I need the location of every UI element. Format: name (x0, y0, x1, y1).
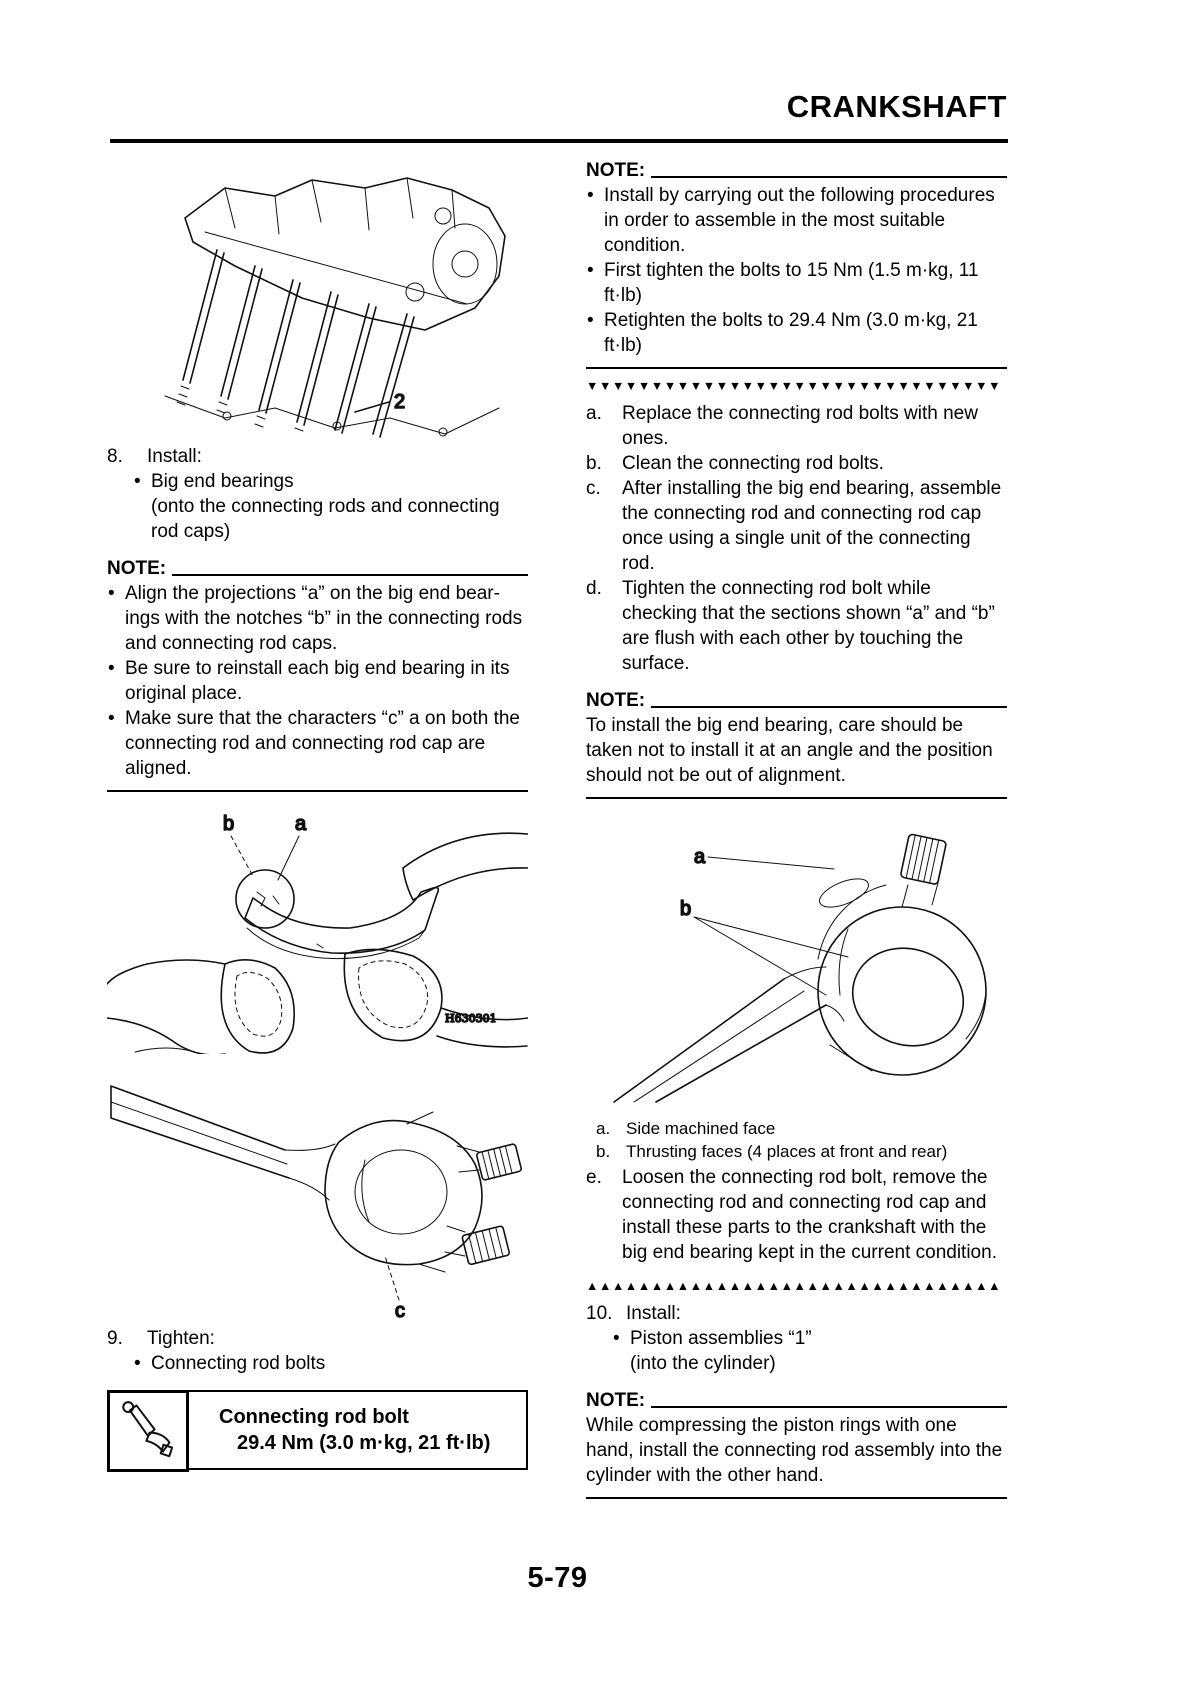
cylinder-studs (177, 250, 414, 437)
step-title: Install: (147, 446, 202, 467)
conrod-cap-illustration (107, 1060, 528, 1318)
callout-2-leader (355, 402, 389, 412)
conrod-shaft (111, 1086, 335, 1200)
step-9 (107, 1326, 528, 1376)
figure-crankcase (107, 158, 528, 438)
torque-spec-name: Connecting rod bolt (219, 1406, 409, 1428)
note-text: To install the big end bearing, care should be taken not to install it at an angle and the position should not be out of alignment. (586, 715, 993, 786)
substep-text: Loosen the connecting rod bolt, remove the connecting rod and connecting rod cap and install these parts to the crankshaft with the big end bearing kept in the current condition. (622, 1167, 997, 1263)
substep-letter: e. (586, 1167, 602, 1188)
substep-text: Clean the connecting rod bolts. (622, 453, 884, 474)
connecting-rod-bolt (900, 834, 946, 907)
procedure-start-separator: ▼▼▼▼▼▼▼▼▼▼▼▼▼▼▼▼▼▼▼▼▼▼▼▼▼▼▼▼▼▼▼▼ (586, 379, 1002, 393)
note-bullet: • Retighten the bolts to 29.4 Nm (3.0 m·kg, 21 ft·lb) (586, 308, 1007, 358)
callout-a-leader (278, 836, 299, 880)
conrod-shaft (614, 967, 844, 1102)
page-title: CRANKSHAFT (786, 89, 1007, 124)
note-section (586, 158, 1007, 369)
left-hand (107, 960, 294, 1054)
note-label: NOTE: (107, 558, 167, 579)
big-end-bearing-shell (245, 888, 438, 959)
procedure-end-separator: ▲▲▲▲▲▲▲▲▲▲▲▲▲▲▲▲▲▲▲▲▲▲▲▲▲▲▲▲▲▲▲▲ (586, 1279, 1002, 1293)
caption-text: Thrusting faces (4 places at front and rear) (626, 1142, 948, 1161)
step-item: • Big end bearings (133, 469, 528, 494)
note-bullet: • Install by carrying out the following procedures in order to assemble in the most suitable condition. (586, 183, 1007, 258)
caption-letter: a. (596, 1119, 611, 1138)
torque-spec-box (107, 1390, 528, 1470)
step-number: 8. (107, 446, 123, 467)
step-number: 9. (107, 1328, 123, 1349)
conrod-big-end (816, 873, 986, 1075)
note-bullet: • Be sure to reinstall each big end bearing in its original place. (107, 656, 528, 706)
figure-callout-b: b (223, 813, 235, 835)
crankcase-body (185, 178, 505, 330)
figure-conrod-cap (107, 1060, 528, 1318)
substep-letter: d. (586, 578, 602, 599)
note-label: NOTE: (586, 690, 646, 711)
step-8-head (107, 444, 528, 469)
substep-a (586, 401, 1007, 451)
callout-b-leader (231, 836, 254, 878)
note-bullet: • First tighten the bolts to 15 Nm (1.5 m·kg, 11 ft·lb) (586, 258, 1007, 308)
step-8-items (107, 469, 528, 544)
figure-conrod-faces (586, 811, 1007, 1103)
step-9-items (107, 1351, 528, 1376)
header-rule (110, 139, 1008, 143)
side-machined-face (816, 873, 872, 913)
note-section (586, 1388, 1007, 1499)
caption-letter: b. (596, 1142, 611, 1161)
substep-c (586, 476, 1007, 576)
conrod-faces-illustration (586, 811, 1007, 1103)
step-item: • Connecting rod bolts (133, 1351, 528, 1376)
figure-bearing-install (107, 806, 528, 1054)
step-10 (586, 1301, 1007, 1376)
step-item: • Piston assemblies “1” (612, 1326, 1007, 1351)
figure-callout-a: a (295, 813, 307, 835)
note-label: NOTE: (586, 1390, 646, 1411)
page-number: 5-79 (527, 1562, 588, 1594)
note-head (107, 556, 528, 581)
figure-callout-b: b (680, 898, 692, 920)
substep-text: Tighten the connecting rod bolt while checking that the sections shown “a” and “b” are flush with each other by touching the surface. (622, 578, 995, 674)
caption-text: Side machined face (626, 1119, 776, 1138)
note-rule (651, 176, 1007, 178)
substep-d (586, 576, 1007, 676)
substep-letter: b. (586, 453, 602, 474)
step-10-items (586, 1326, 1007, 1376)
figure-callout-c: c (395, 1300, 405, 1318)
step-8 (107, 444, 528, 544)
step-title: Install: (626, 1303, 681, 1324)
substep-text: After installing the big end bearing, assemble the connecting rod and connecting rod cap once using a single unit of the connecting rod. (622, 478, 1002, 574)
substep-text: Replace the connecting rod bolts with new ones. (622, 403, 978, 449)
step-number: 10. (586, 1303, 613, 1324)
substep-b (586, 451, 1007, 476)
connecting-rod-bolts (445, 1144, 522, 1265)
bearing-install-illustration (107, 806, 528, 1054)
right-hand (344, 833, 528, 1047)
note-label: NOTE: (586, 160, 646, 181)
callout-a-leader (708, 857, 834, 869)
conrod-big-end (325, 1112, 482, 1272)
note-text: While compressing the piston rings with one hand, install the connecting rod assembly into the cylinder with the other hand. (586, 1415, 1003, 1486)
left-column (107, 158, 528, 1470)
note-head (586, 688, 1007, 713)
note-bullet: • Make sure that the characters “c” a on both the connecting rod and connecting rod cap are aligned. (107, 706, 528, 781)
figure-callout-2: 2 (394, 391, 406, 413)
step-9-head (107, 1326, 528, 1351)
right-column (586, 158, 1007, 1508)
note-rule (172, 574, 528, 576)
figure-callout-a: a (694, 846, 706, 868)
note-head (586, 1388, 1007, 1413)
torque-wrench-icon (107, 1390, 189, 1472)
step-item-sub: (into the cylinder) (630, 1353, 776, 1374)
step-10-head (586, 1301, 1007, 1326)
step-item-sub: (onto the connecting rods and connecting rod caps) (151, 496, 500, 542)
note-rule (651, 706, 1007, 708)
step-title: Tighten: (147, 1328, 215, 1349)
gasket-rail (165, 396, 499, 436)
crankcase-illustration (107, 158, 528, 438)
note-head (586, 158, 1007, 183)
substep-letter: c. (586, 478, 601, 499)
figure-code: H630301 (445, 1012, 497, 1025)
substep-letter: a. (586, 403, 602, 424)
substep-e (586, 1165, 1007, 1265)
note-rule (651, 1406, 1007, 1408)
torque-spec-value: 29.4 Nm (3.0 m·kg, 21 ft·lb) (237, 1432, 491, 1454)
note-section (586, 688, 1007, 799)
figure-caption-b (586, 1140, 1007, 1163)
note-bullet: • Align the projections “a” on the big end bearings with the notches “b” in the connecting rods and connecting rod caps. (107, 581, 528, 656)
note-section (107, 556, 528, 792)
figure-caption-a (586, 1117, 1007, 1140)
